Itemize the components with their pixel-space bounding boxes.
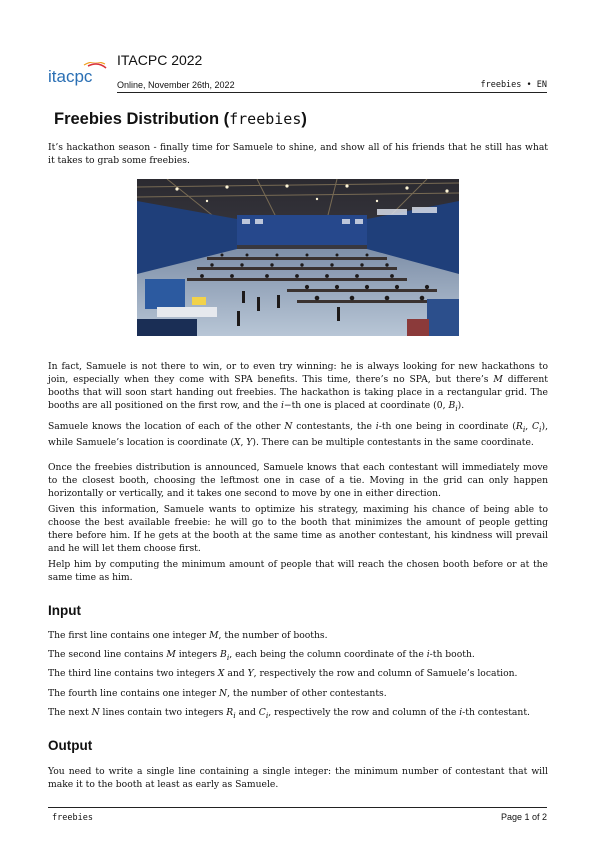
output-heading: Output [48,738,93,753]
footer-rule [48,807,547,808]
intro-paragraph: It’s hackathon season - finally time for Samuele to shine, and show all of his friends that he still has what it takes to grab some freebies. [48,142,548,166]
statement-paragraph-5: Help him by computing the minimum amount of people that will reach the chosen booth before or at the same time as him. [48,559,548,583]
problem-title [54,110,307,129]
contest-title: ITACPC 2022 [117,52,203,68]
contest-date: Online, November 26th, 2022 [117,80,235,90]
header-rule [117,92,547,93]
statement-paragraph-3: Once the freebies distribution is announced, Samuele knows that each contestant will immediately move to the closest booth, choosing the leftmost one in case of a tie. Moving in the grid can only happen horizontally or vertically, and it takes one second to move by one in either direction. [48,462,548,499]
input-line-1: The first line contains one integer M, the number of booths. [48,630,328,641]
problem-title-close: ) [301,110,307,128]
footer-problem-name: freebies [52,813,93,823]
statement-paragraph-2: Samuele knows the location of each of the other N contestants, the i-th one being in coordinate ($R_i$, $C_i$), while Samuele’s location is coordinate (X, Y). There can be multiple contestants in the same coordinate. [48,421,549,448]
input-line-5: The next N lines contain two integers $R_i$ and $C_i$, respectively the row and column of the i-th contestant. [48,707,530,720]
input-heading: Input [48,603,81,618]
problem-title-code: freebies [229,110,302,128]
input-line-4: The fourth line contains one integer N, the number of other contestants. [48,688,387,699]
statement-paragraph-1: In fact, Samuele is not there to win, or to even try winning: he is always looking for new hackathons to join, especially when they come with SPA benefits. This time, there’s no SPA, but there’s M different booths that will soon start handing out freebies. The hackathon is taking place in a rectangular grid. The booths are all positioned on the first row, and the i−th one is placed at coordinate (0, $B_i$). [48,361,548,413]
output-paragraph: You need to write a single line containing a single integer: the minimum number of contestant that will make it to the booth at least as early as Samuele. [48,766,548,790]
input-line-3: The third line contains two integers X and Y, respectively the row and column of Samuele’s location. [48,668,518,679]
input-line-2: The second line contains M integers $B_i$, each being the column coordinate of the i-th booth. [48,649,475,662]
itacpc-logo [48,62,110,88]
statement-paragraph-4: Given this information, Samuele wants to optimize his strategy, maximing his chance of being able to choose the best available freebie: he will go to the booth that minimizes the amount of people getting there before him. If he gets at the booth at the same time as another contestant, his kindness will prevail and he will let them choose first. [48,504,548,554]
hackathon-hall-photo [137,179,459,336]
logo-text: itacpc [48,67,93,86]
page-number: Page 1 of 2 [500,812,547,822]
problem-tag: freebies • EN [480,80,547,90]
problem-title-text: Freebies Distribution ( [54,110,230,128]
